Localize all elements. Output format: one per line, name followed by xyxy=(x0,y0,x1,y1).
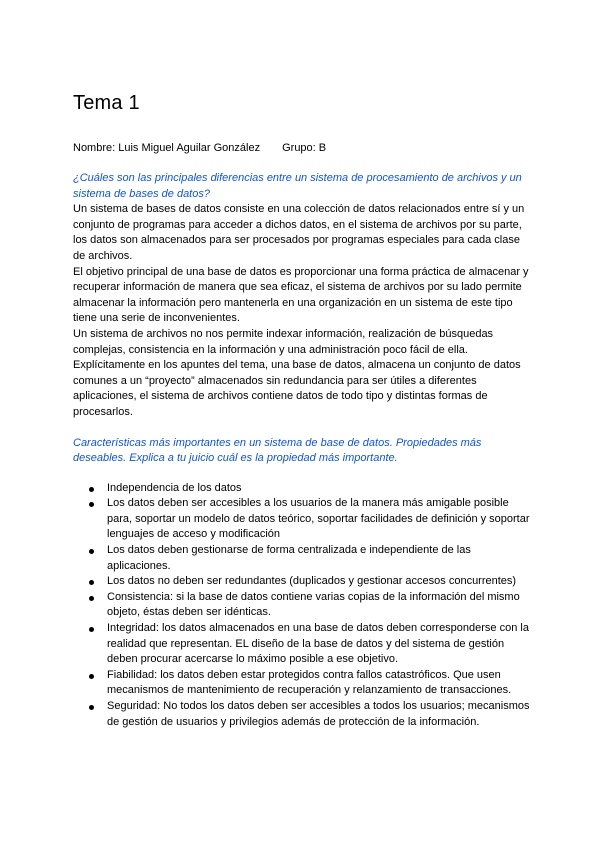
document-body xyxy=(73,171,533,730)
list-item-text: Consistencia: si la base de datos contiene varias copias de la información del mismo objeto, éstas deben ser idénticas. xyxy=(107,590,520,619)
bullet-icon xyxy=(89,596,94,601)
list-item xyxy=(73,699,533,730)
list-item-text: Integridad: los datos almacenados en una base de datos deben corresponderse con la realidad que representan. EL diseño de la base de datos y del sistema de gestión deben procurar acercarse lo máximo posible a ese objetivo. xyxy=(107,622,529,666)
bullet-icon xyxy=(89,580,94,585)
list-item xyxy=(73,574,533,590)
list-item-text: Fiabilidad: los datos deben estar protegidos contra fallos catastróficos. Que usen mecanismos de mantenimiento de recuperación y relanzamiento de transacciones. xyxy=(107,668,512,697)
bullet-icon xyxy=(89,627,94,632)
bullet-icon xyxy=(89,549,94,554)
bullet-icon xyxy=(89,705,94,710)
student-name: Nombre: Luis Miguel Aguilar González xyxy=(73,142,261,154)
list-item xyxy=(73,668,533,699)
student-info xyxy=(73,142,326,154)
document-title: Tema 1 xyxy=(73,92,140,114)
answer-paragraph: Explícitamente en los apuntes del tema, una base de datos, almacena un conjunto de datos comunes a un “proyecto” almacenados sin redundancia para ser útiles a diferentes aplicaciones, el sistema de archivos contiene datos de todo tipo y distintas formas de procesarlos. xyxy=(73,359,521,418)
bullet-icon xyxy=(89,502,94,507)
bullet-icon xyxy=(89,487,94,492)
bullet-icon xyxy=(89,674,94,679)
list-item-text: Seguridad: No todos los datos deben ser accesibles a todos los usuarios; mecanismos de gestión de usuarios y privilegios además de protección de la información. xyxy=(107,700,530,728)
list-item xyxy=(73,496,533,543)
list-item-text: Los datos deben gestionarse de forma centralizada e independiente de las aplicaciones. xyxy=(107,544,471,572)
list-item xyxy=(73,543,533,574)
list-item-text: Los datos no deben ser redundantes (duplicados y gestionar accesos concurrentes) xyxy=(107,575,517,588)
question-1: ¿Cuáles son las principales diferencias entre un sistema de procesamiento de archivos y un sistema de bases de datos? xyxy=(73,172,522,200)
answer-paragraph: El objetivo principal de una base de datos es proporcionar una forma práctica de almacenar y recuperar información de manera que sea eficaz, el sistema de archivos por su lado permite almacenar la información pero mantenerla en una organización en un sistema de este tipo tiene una serie de inconvenientes. xyxy=(73,265,529,325)
properties-list xyxy=(73,481,533,731)
list-item xyxy=(73,590,533,621)
list-item xyxy=(73,481,533,497)
list-item-text: Independencia de los datos xyxy=(107,481,242,494)
answer-paragraph: Un sistema de archivos no nos permite indexar información, realización de búsquedas complejas, consistencia en la información y una administración poco fácil de ella. xyxy=(73,327,494,356)
student-group: Grupo: B xyxy=(282,142,327,154)
list-item-text: Los datos deben ser accesibles a los usuarios de la manera más amigable posible para, soportar un modelo de datos teórico, soportar facilidades de definición y soportar lenguajes de acceso y modificación xyxy=(107,497,530,541)
question-2: Características más importantes en un sistema de base de datos. Propiedades más deseables. Explica a tu juicio cuál es la propiedad más importante. xyxy=(73,436,482,465)
list-item xyxy=(73,621,533,668)
answer-paragraph: Un sistema de bases de datos consiste en una colección de datos relacionados entre sí y un conjunto de programas para acceder a dichos datos, en el sistema de archivos por su parte, los datos son almacenados para ser procesados por programas especiales para cada clase de archivos. xyxy=(73,203,525,262)
